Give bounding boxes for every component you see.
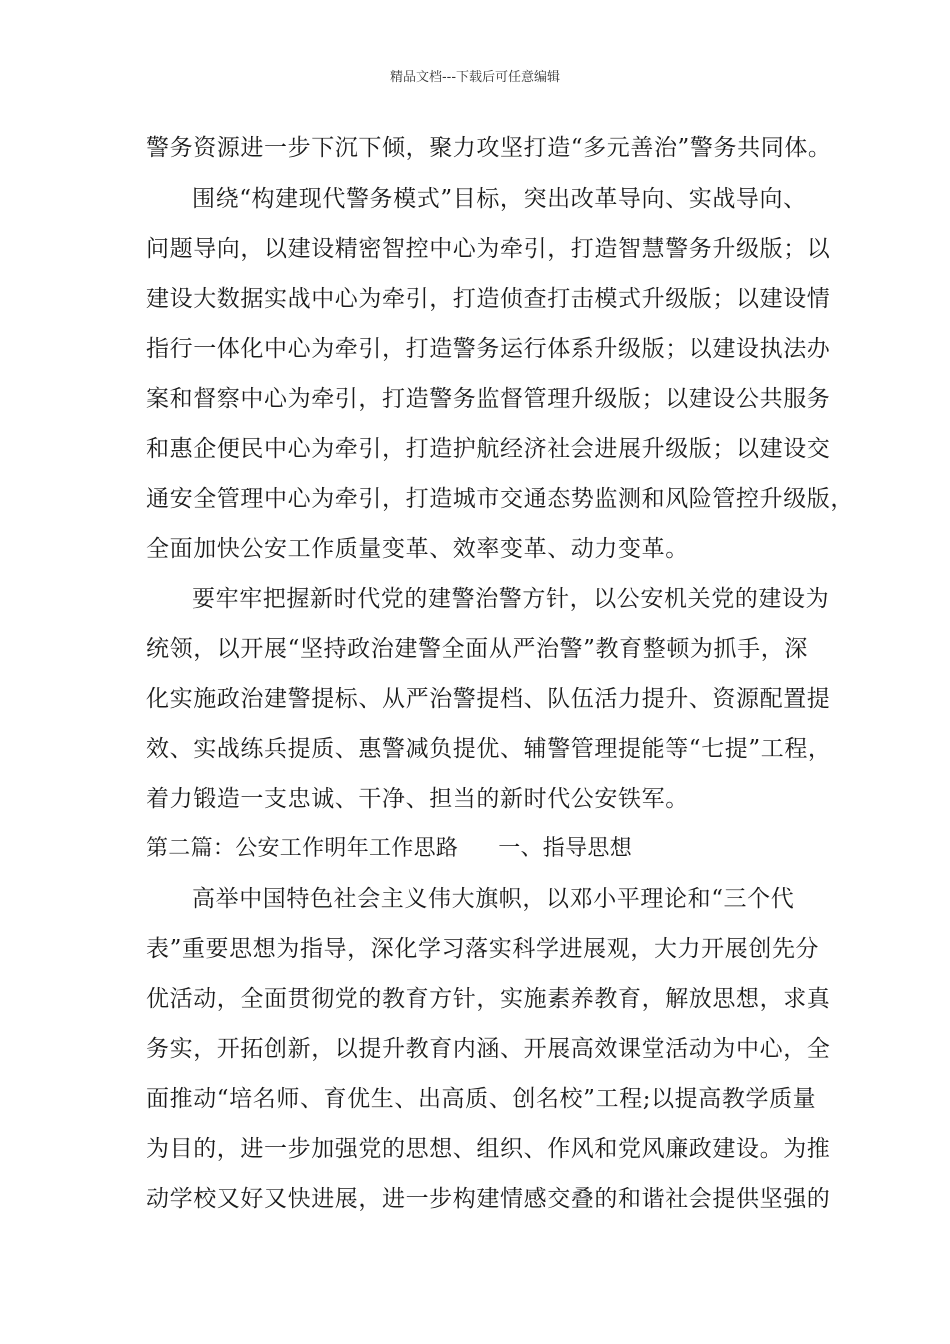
paragraph-line: 建设大数据实战中心为牵引，打造侦查打击模式升级版；以建设情 [146, 286, 831, 312]
paragraph-line: 务实，开拓创新，以提升教育内涵、开展高效课堂活动为中心，全 [146, 1036, 831, 1062]
paragraph-line: 要牢牢把握新时代党的建警治警方针，以公安机关党的建设为 [192, 586, 830, 612]
paragraph-line: 通安全管理中心为牵引，打造城市交通态势监测和风险管控升级版， [146, 486, 854, 512]
paragraph-line: 优活动，全面贯彻党的教育方针，实施素养教育，解放思想，求真 [146, 986, 831, 1012]
paragraph-line: 统领，以开展“坚持政治建警全面从严治警”教育整顿为抓手，深 [146, 636, 808, 662]
paragraph-line: 指行一体化中心为牵引，打造警务运行体系升级版；以建设执法办 [146, 336, 831, 362]
paragraph-line: 问题导向，以建设精密智控中心为牵引，打造智慧警务升级版；以 [146, 236, 831, 262]
section-subtitle: 一、指导思想 [498, 836, 633, 861]
paragraph-line: 表”重要思想为指导，深化学习落实科学进展观，大力开展创先分 [146, 936, 820, 962]
paragraph-line: 高举中国特色社会主义伟大旗帜，以邓小平理论和“三个代 [192, 886, 795, 912]
paragraph-line: 面推动“培名师、育优生、出高质、创名校”工程;以提高教学质量 [146, 1086, 817, 1112]
paragraph-line: 动学校又好又快进展，进一步构建情感交叠的和谐社会提供坚强的 [146, 1186, 831, 1212]
paragraph-line: 围绕“构建现代警务模式”目标，突出改革导向、实战导向、 [192, 186, 807, 212]
paragraph-line: 和惠企便民中心为牵引，打造护航经济社会进展升级版；以建设交 [146, 436, 831, 462]
paragraph-line: 警务资源进一步下沉下倾，聚力攻坚打造“多元善治”警务共同体。 [146, 135, 832, 161]
paragraph-line: 为目的，进一步加强党的思想、组织、作风和党风廉政建设。为推 [146, 1136, 831, 1162]
section-heading [146, 834, 632, 864]
paragraph-line: 全面加快公安工作质量变革、效率变革、动力变革。 [146, 536, 689, 562]
section-title: 第二篇：公安工作明年工作思路 [146, 836, 459, 861]
paragraph-line: 着力锻造一支忠诚、干净、担当的新时代公安铁军。 [146, 786, 689, 812]
paragraph-line: 案和督察中心为牵引，打造警务监督管理升级版；以建设公共服务 [146, 386, 831, 412]
paragraph-line: 化实施政治建警提标、从严治警提档、队伍活力提升、资源配置提 [146, 686, 831, 712]
page-header: 精品文档---下载后可任意编辑 [389, 70, 561, 85]
paragraph-line: 效、实战练兵提质、惠警减负提优、辅警管理提能等“七提”工程， [146, 736, 832, 762]
